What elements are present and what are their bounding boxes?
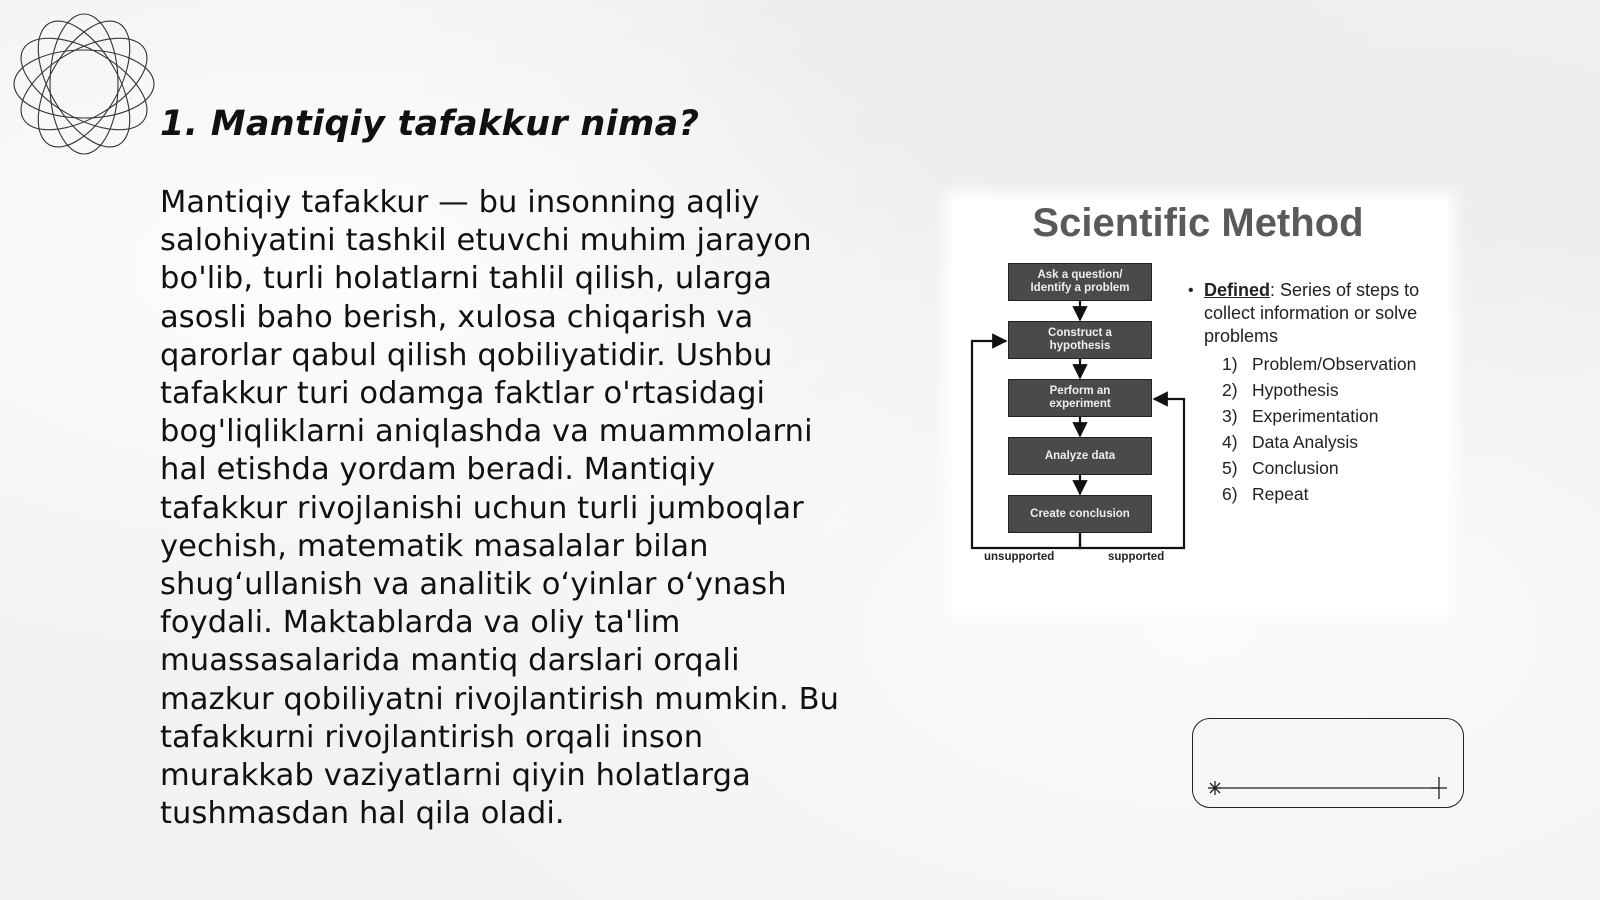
list-item: 5) Conclusion: [1222, 458, 1339, 478]
scientific-method-diagram: [952, 199, 1448, 609]
list-item: 3) Experimentation: [1222, 406, 1379, 426]
defined-label: Defined: [1204, 280, 1271, 300]
bullet-icon: •: [1188, 282, 1194, 299]
defined-text: : Series of steps to collect information or solve problems: [1204, 280, 1420, 346]
list-item: 6) Repeat: [1222, 484, 1309, 504]
list-item: 4) Data Analysis: [1222, 432, 1359, 452]
supported-label: supported: [1108, 551, 1165, 563]
steps-list: [1222, 351, 1416, 507]
slide-title: 1. Mantiqiy tafakkur nima?: [160, 104, 700, 144]
step-perform-experiment: Perform an experiment: [1008, 379, 1152, 417]
step-create-conclusion: Create conclusion: [1008, 495, 1152, 533]
step-ask-question: Ask a question/ Identify a problem: [1008, 263, 1152, 301]
sparkle-icon: [1193, 719, 1465, 809]
decorative-rounded-box: [1192, 718, 1464, 808]
diagram-title: Scientific Method: [1032, 201, 1364, 245]
unsupported-label: unsupported: [984, 551, 1055, 563]
list-item: 1) Problem/Observation: [1222, 354, 1417, 374]
definition-block: [1188, 279, 1444, 348]
body-paragraph: Mantiqiy tafakkur — bu insonning aqliy salohiyatini tashkil etuvchi muhim jarayon bo'lib, turli holatlarni tahlil qilish, ularga asosli baho berish, xulosa chiqarish va qarorlar qabul qilish qobiliyatidir. Ushbu tafakkur turi odamga faktlar o'rtasidagi bog'liqliklarni aniqlashda va muammolarni hal etishda yordam beradi. Mantiqiy tafakkur rivojlanishi uchun turli jumboqlar yechish, matematik masalalar bilan shug‘ullanish va analitik o‘yinlar o‘ynash foydali. Maktablarda va oliy ta'lim muassasalarida mantiq darslari orqali mazkur qobiliyatni rivojlantirish mumkin. Bu tafakkurni rivojlantirish orqali inson murakkab vaziyatlarni qiyin holatlarga tushmasdan hal qila oladi.: [160, 185, 840, 832]
list-item: 2) Hypothesis: [1222, 380, 1339, 400]
step-analyze-data: Analyze data: [1008, 437, 1152, 475]
overlapping-circles-icon: [8, 8, 160, 160]
step-construct-hypothesis: Construct a hypothesis: [1008, 321, 1152, 359]
